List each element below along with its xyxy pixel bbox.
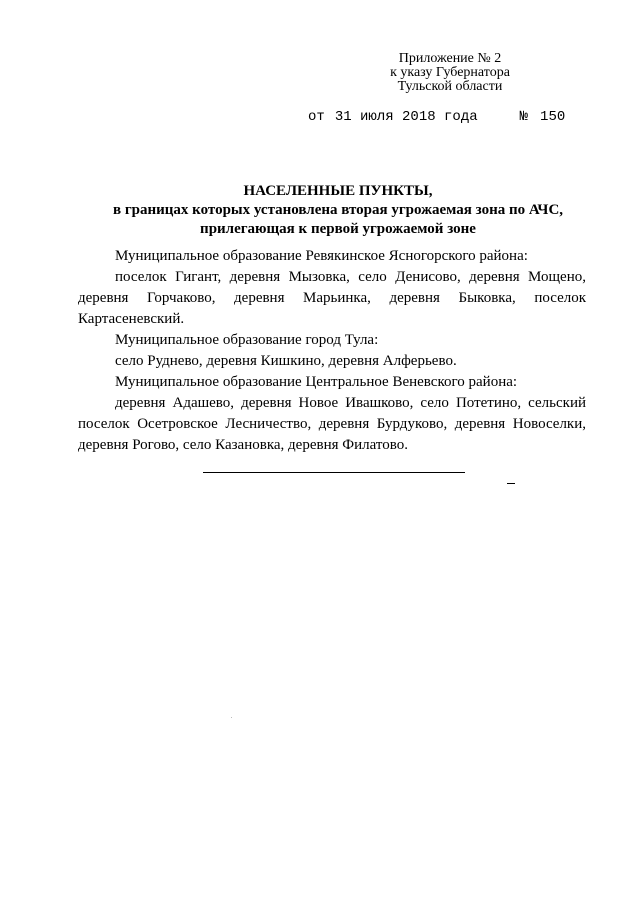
section-heading-revyakinskoe: Муниципальное образование Ревякинское Ясногорского района: [115,248,528,264]
order-date: 31 июля 2018 года [334,109,478,125]
section-heading-tula: Муниципальное образование город Тула: [115,332,379,348]
appendix-region: Тульской области [397,79,503,94]
title-line-3: прилегающая к первой угрожаемой зоне [200,221,476,237]
section-heading-tsentralnoe: Муниципальное образование Центральное Веневского района: [115,374,518,390]
section-settlements-tula: село Руднево, деревня Кишкино, деревня Алферьево. [115,353,457,369]
order-number-label: № [519,109,529,125]
end-separator-line [203,472,465,473]
title-line-2: в границах которых установлена вторая угрожаемая зона по АЧС, [112,202,564,218]
appendix-number: Приложение № 2 [398,51,502,66]
order-from-label: от [308,109,325,125]
appendix-decree-reference: к указу Губернатора [390,65,510,80]
order-number: 150 [540,109,566,125]
appendix-header [340,52,560,94]
scan-mark [507,483,515,484]
document-title [60,182,616,239]
section-settlements-tsentralnoe: деревня Адашево, деревня Новое Ивашково, село Потетино, сельский поселок Осетровское Лесничество, деревня Бурдуково, деревня Новоселки, деревня Рогово, село Казановка, деревня Филатово. [78,395,586,453]
document-body [78,246,586,456]
order-date-line [308,109,565,125]
title-line-1: НАСЕЛЕННЫЕ ПУНКТЫ, [243,183,433,199]
scan-speck [231,717,232,718]
section-settlements-revyakinskoe: поселок Гигант, деревня Мызовка, село Денисово, деревня Мощено, деревня Горчаково, деревня Марьинка, деревня Быковка, поселок Картасеневский. [78,269,586,327]
